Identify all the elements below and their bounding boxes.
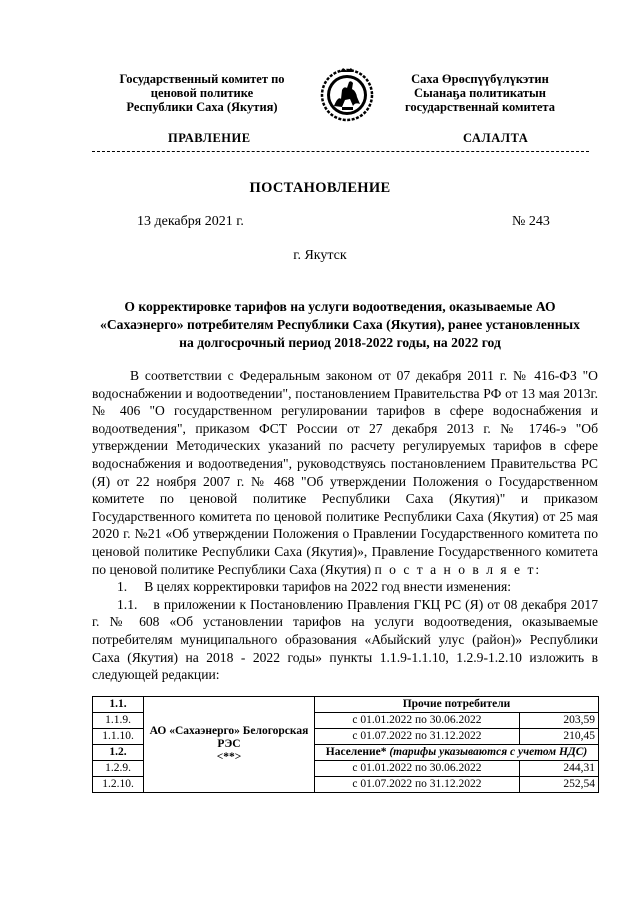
row-period: с 01.01.2022 по 30.06.2022 (315, 761, 520, 777)
issuer-line: Республики Саха (Якутия) (126, 100, 278, 114)
organization-cell (144, 697, 315, 793)
issuer-line: Государственный комитет по (119, 72, 285, 86)
sakha-coat-of-arms-icon (320, 66, 374, 122)
row-period: с 01.07.2022 по 31.12.2022 (315, 729, 520, 745)
issuer-name-ru (102, 72, 302, 114)
category-header (315, 745, 599, 761)
issuer-line: Сыанаҕа политикатын (414, 86, 546, 100)
row-code: 1.2. (93, 745, 144, 761)
row-code: 1.1.9. (93, 713, 144, 729)
issuer-line: ценовой политике (150, 86, 254, 100)
preamble-paragraph (92, 367, 598, 578)
row-value: 244,31 (520, 761, 599, 777)
row-code: 1.1. (93, 697, 144, 713)
row-value: 203,59 (520, 713, 599, 729)
decree-word: п о с т а н о в л я е т: (374, 561, 542, 577)
row-code: 1.2.10. (93, 777, 144, 793)
issuer-line: Саха Өрөспүүбүлүкэтин (411, 72, 549, 86)
item-1-1 (92, 596, 598, 684)
item-number: 1.1. (117, 596, 138, 612)
table-row (93, 697, 599, 713)
row-code: 1.1.10. (93, 729, 144, 745)
row-code: 1.2.9. (93, 761, 144, 777)
tariff-table (92, 696, 599, 793)
section-right: САЛАЛТА (463, 131, 529, 145)
issuer-line: государственнай комитета (405, 100, 555, 114)
preamble-text: В соответствии с Федеральным законом от 07 декабря 2011 г. № 416-ФЗ "О водоснабжении и водоотведении", постановлением Правительства РФ от 13 мая 2013г. № 406 "О государственном регулировании тарифов в сфере водоснабжения и водоотведения", приказом ФСТ России от 27 декабря 2013 г. № 1746-э "Об утверждении Методических указаний по расчету регулируемых тарифов в сфере водоснабжения и водоотведения", руководствуясь постановлением Правительства РС (Я) от 22 ноября 2007 г. № 468 "Об утверждении Положения о Государственном комитете по ценовой политике Республики Саха (Якутия)" и приказом Государственного комитета по ценовой политике Республики Саха (Якутия) от 25 мая 2020 г. №21 «Об утверждении Положения о Правлении Государственного комитета по ценовой политике Республики Саха (Якутия)», Правление Государственного комитета по ценовой политике Республики Саха (Якутия) (92, 368, 598, 577)
row-value: 210,45 (520, 729, 599, 745)
row-value: 252,54 (520, 777, 599, 793)
organization-name: АО «Сахаэнерго» Белогорская РЭС (149, 725, 309, 750)
category-note: (тарифы указываются с учетом НДС) (389, 746, 588, 758)
category-header: Прочие потребители (315, 697, 599, 713)
row-period: с 01.07.2022 по 31.12.2022 (315, 777, 520, 793)
document-date: 13 декабря 2021 г. (137, 214, 244, 229)
header-divider (92, 151, 589, 152)
document-city: г. Якутск (293, 248, 347, 263)
document-subject: О корректировке тарифов на услуги водоотведения, оказываемые АО «Сахаэнерго» потребителям Республики Саха (Якутия), ранее установленных на долгосрочный период 2018-2022 годы, на 2022 год (100, 299, 580, 350)
item-text: В целях корректировки тарифов на 2022 год внести изменения: (144, 579, 512, 595)
organization-note: <**> (216, 751, 242, 763)
section-left: ПРАВЛЕНИЕ (168, 131, 251, 145)
item-number: 1. (117, 579, 128, 595)
item-text: в приложении к Постановлению Правления ГКЦ РС (Я) от 08 декабря 2017 г. № 608 «Об установлении тарифов на услуги водоотведения, оказываемые потребителям муниципального образования «Абыйский улус (район)» Республики Саха (Якутия) на 2018 - 2022 годы» пункты 1.1.9-1.1.10, 1.2.9-1.2.10 изложить в следующей редакции: (92, 596, 598, 683)
row-period: с 01.01.2022 по 30.06.2022 (315, 713, 520, 729)
category-label: Население* (325, 746, 387, 758)
item-1 (92, 578, 598, 596)
document-number: № 243 (512, 214, 550, 229)
issuer-name-sah (380, 72, 580, 114)
document-body (92, 367, 598, 684)
document-type: ПОСТАНОВЛЕНИЕ (249, 180, 391, 196)
